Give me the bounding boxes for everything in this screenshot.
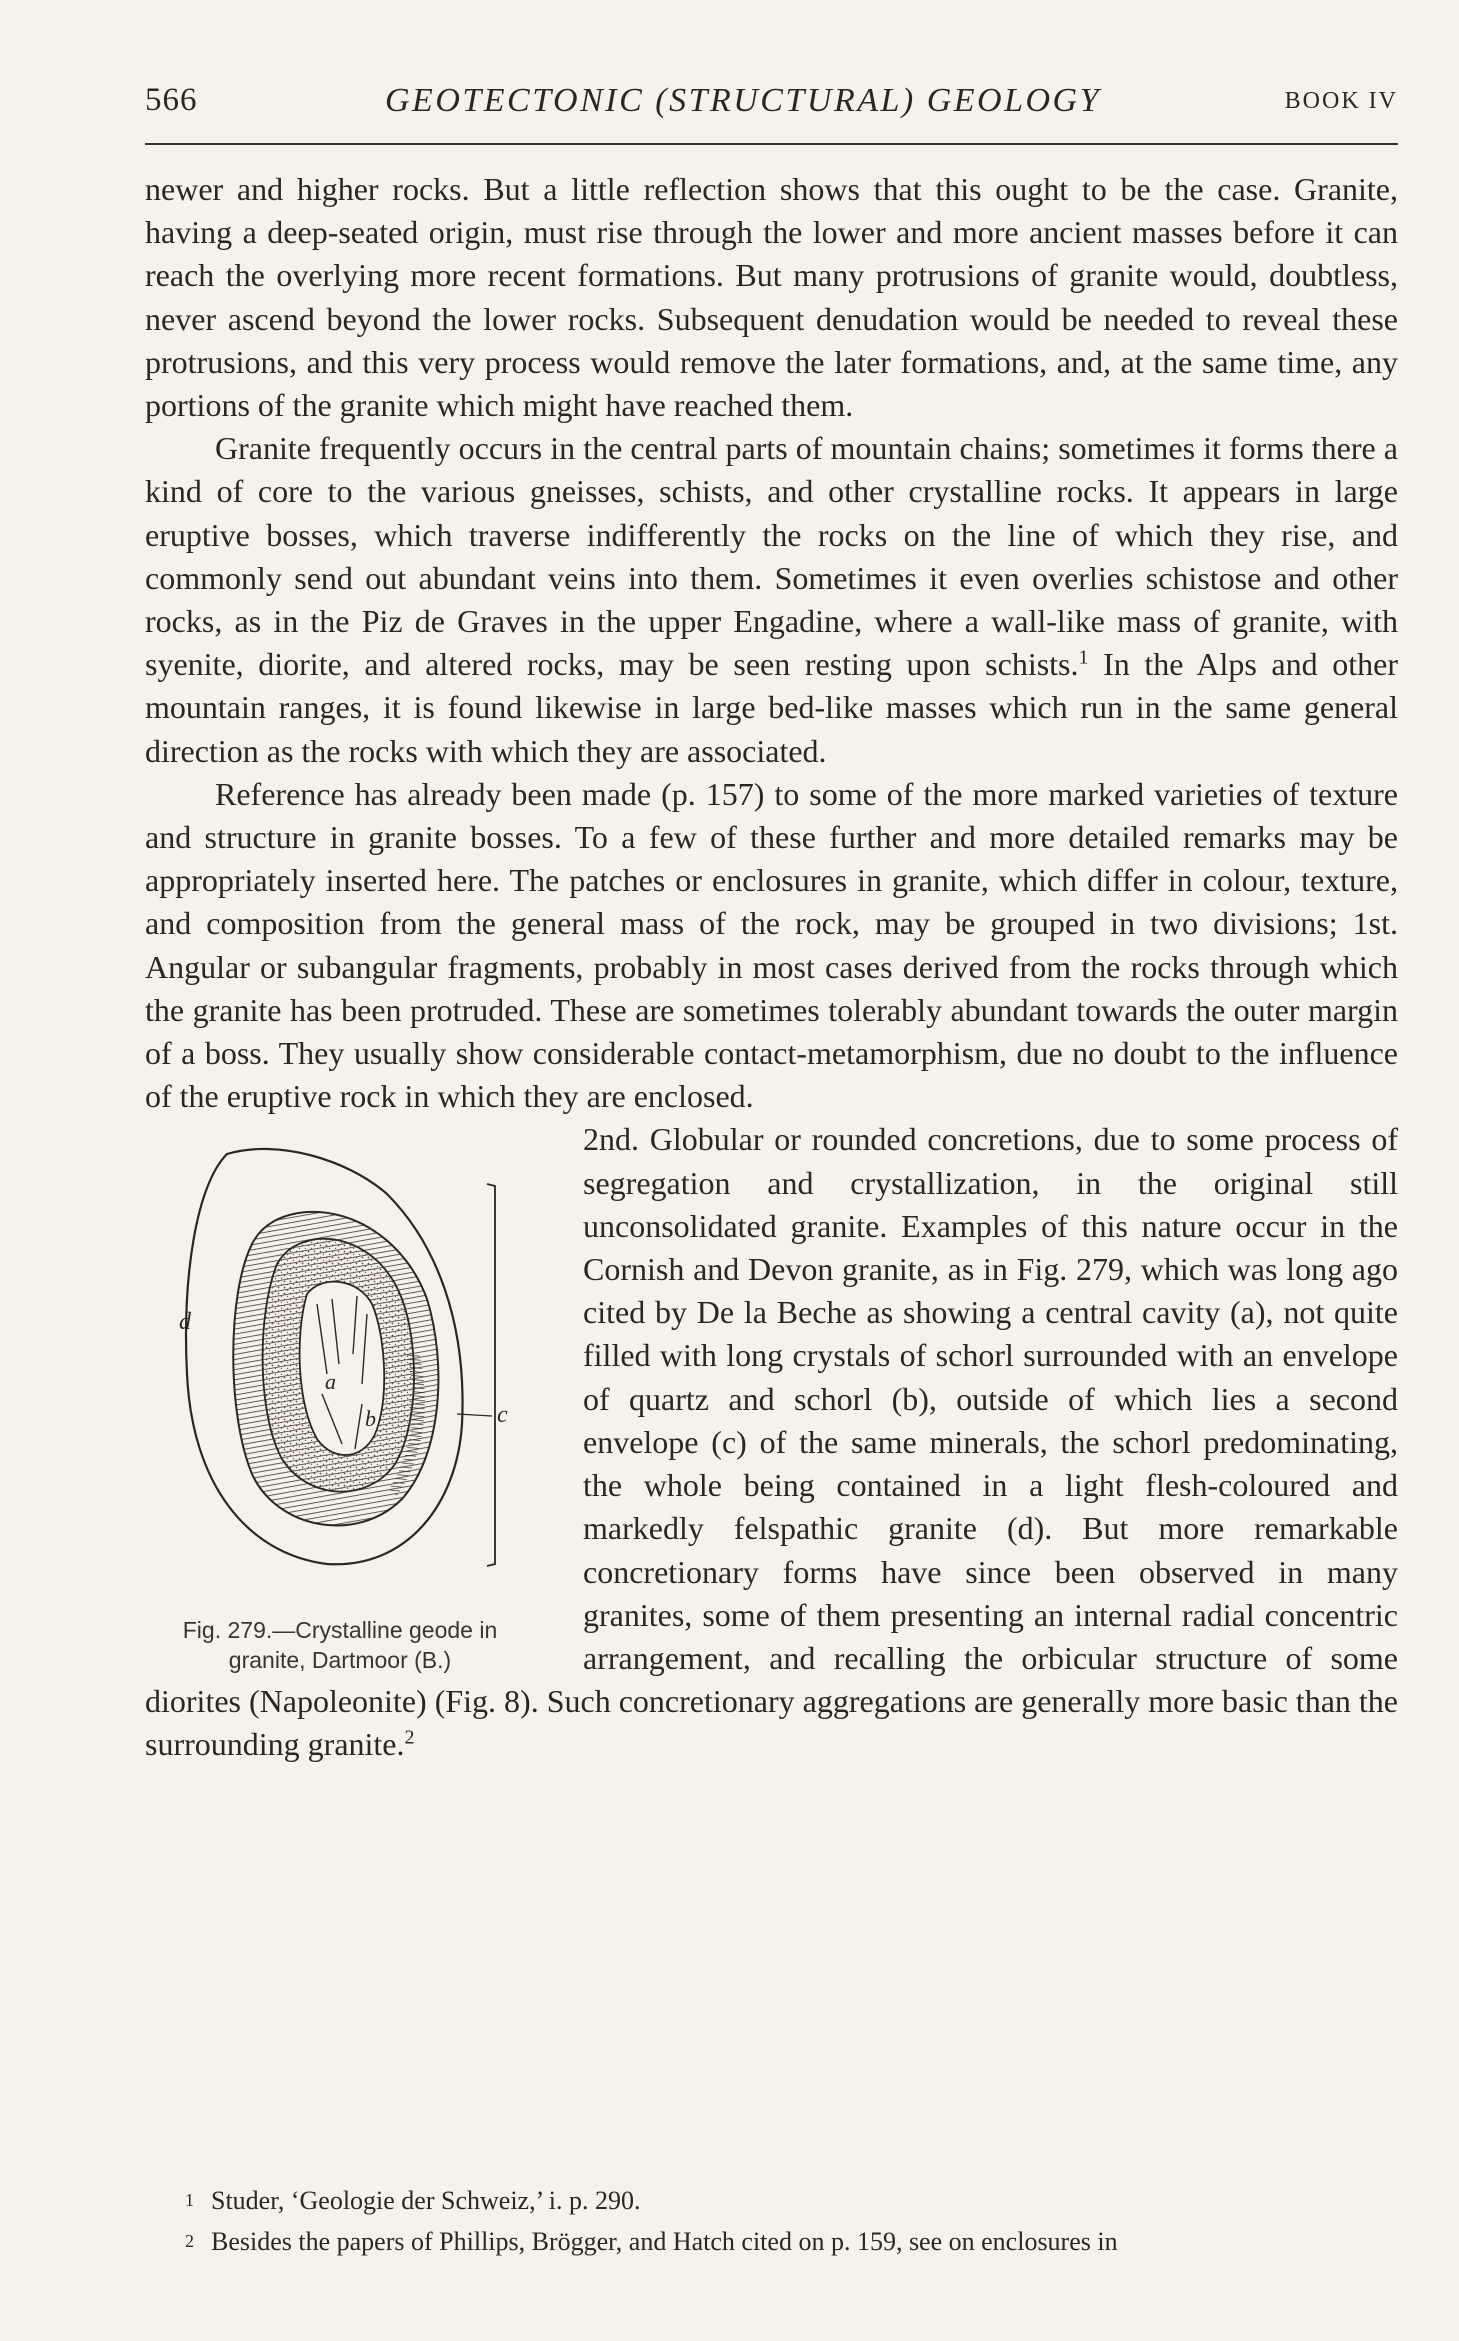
body-text [145,168,1398,1767]
label-b: b [365,1406,376,1432]
page-number: 566 [145,82,198,118]
footnote-ref[interactable]: 1 [1078,646,1089,669]
running-title: GEOTECTONIC (STRUCTURAL) GEOLOGY [385,82,1102,119]
label-a: a [325,1369,336,1395]
label-c: c [497,1402,508,1429]
footnote-ref[interactable]: 2 [404,1726,415,1749]
figure-caption: Fig. 279.—Crystalline geode in granite, Dartmoor (B.) [182,1617,498,1674]
label-d: d [179,1309,191,1336]
paragraph: newer and higher rocks. But a little reflection shows that this ought to be the case. Granite, having a deep-seated origin, must rise through the lower and more ancient masses before it can reach the overlying more recent formations. But many protrusions of granite would, doubtless, never ascend beyond the lower rocks. Subsequent denudation would be needed to reveal these protrusions, and this very process would remove the later formations, and, at the same time, any portions of the granite which might have reached them. [145,171,1398,424]
footnote-1 [185,2180,1398,2221]
footnote-text: Studer, ‘Geologie der Schweiz,’ i. p. 290. [211,2186,641,2215]
paragraph-text: Granite frequently occurs in the central parts of mountain chains; sometimes it forms there a kind of core to the various gneisses, schists, and other crystalline rocks. It appears in large eruptive bosses, which traverse indifferently the rocks on the line of which they rise, and commonly send out abundant veins into them. Sometimes it even overlies schistose and other rocks, as in the Piz de Graves in the upper Engadine, where a wall-like mass of granite, with syenite, diorite, and altered rocks, may be seen resting upon schists. [145,430,1398,683]
paragraph: Reference has already been made (p. 157) to some of the more marked varieties of texture and structure in granite bosses. To a few of these further and more detailed remarks may be appropriately inserted here. The patches or enclosures in granite, which differ in colour, texture, and composition from the general mass of the rock, may be grouped in two divisions; 1st. Angular or subangular fragments, probably in most cases derived from the rocks through which the granite has been protruded. These are sometimes tolerably abundant towards the outer margin of a boss. They usually show considerable contact-metamorphism, due no doubt to the influence of the eruptive rock in which they are enclosed. [145,775,1398,1115]
geode-illustration [157,1124,537,1614]
book-label: BOOK IV [1284,88,1398,114]
footnote-mark: 2 [185,2231,194,2251]
paragraph [145,427,1398,773]
footnote-2 [185,2221,1398,2262]
figure-279 [145,1118,545,1674]
footnote-mark: 1 [185,2190,194,2210]
paragraph-text: 2nd. Globular or rounded concretions, due to some process of segregation and crystallization, in the original still unconsolidated granite. Examples of this nature occur in the Cornish and Devon granite, as in Fig. 279, which was long ago cited by De la Beche as showing a central cavity (a), not quite filled with long crystals of schorl surrounded with an envelope of quartz and schorl (b), outside of which lies a second envelope (c) of the same minerals, the schorl predominating, the whole being contained in a light flesh-coloured and markedly felspathic granite (d). But more remarkable concretionary forms have since been observed in many granites, some of them presenting an internal radial concentric arrangement, and recalling the orbicular structure of some diorites (Napoleonite) (Fig. 8). Such concretionary aggregations are generally more basic than the surrounding granite. [145,1121,1398,1763]
paragraph-text: In the Alps and other mountain ranges, it is found likewise in large bed-like masses which run in the same general direction as the rocks with which they are associated. [145,646,1399,769]
footnote-text: Besides the papers of Phillips, Brögger, and Hatch cited on p. 159, see on enclosures in [211,2227,1118,2256]
running-header [145,82,1398,126]
footnotes [185,2180,1398,2262]
header-rule [145,143,1398,145]
